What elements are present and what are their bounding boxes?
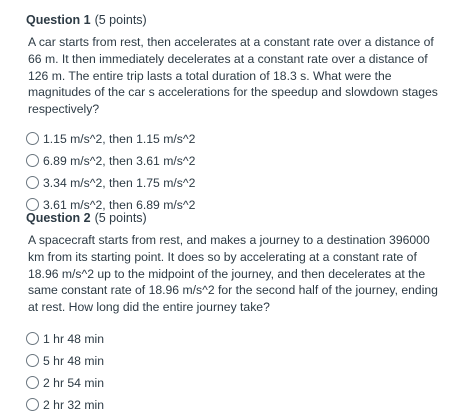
question-points: (5 points)	[94, 211, 147, 225]
answer-label: 1 hr 48 min	[43, 331, 104, 346]
radio-button[interactable]	[26, 132, 39, 145]
answer-option[interactable]	[26, 372, 466, 394]
question-2	[26, 210, 466, 416]
radio-button[interactable]	[26, 398, 39, 411]
answer-option[interactable]	[26, 172, 466, 194]
radio-button[interactable]	[26, 354, 39, 367]
radio-button[interactable]	[26, 376, 39, 389]
question-1	[26, 12, 466, 216]
answer-option[interactable]	[26, 328, 466, 350]
radio-button[interactable]	[26, 176, 39, 189]
question-text: A spacecraft starts from rest, and makes a journey to a destination 396000 km from its starting point. It does so by accelerating at a constant rate of 18.96 m/s^2 up to the midpoint of the journey, and then decelerates at the same constant rate of 18.96 m/s^2 for the second half of the journey, ending at rest. How long did the entire journey take?	[28, 233, 438, 315]
question-title: Question 1	[26, 13, 91, 27]
radio-button[interactable]	[26, 154, 39, 167]
answer-list	[26, 128, 466, 216]
answer-option[interactable]	[26, 394, 466, 416]
answer-option[interactable]	[26, 128, 466, 150]
answer-label: 1.15 m/s^2, then 1.15 m/s^2	[43, 131, 196, 146]
question-header	[26, 210, 466, 226]
answer-label: 2 hr 54 min	[43, 375, 104, 390]
answer-option[interactable]	[26, 150, 466, 172]
answer-list	[26, 328, 466, 416]
answer-label: 2 hr 32 min	[43, 397, 104, 412]
answer-label: 3.34 m/s^2, then 1.75 m/s^2	[43, 175, 196, 190]
question-text: A car starts from rest, then accelerates at a constant rate over a distance of 66 m. It then immediately decelerates at a constant rate over a distance of 126 m. The entire trip lasts a total duration of 18.3 s. What were the magnitudes of the car s accelerations for the speedup and slowdown stages respectively?	[28, 35, 438, 117]
radio-button[interactable]	[26, 332, 39, 345]
answer-label: 3.61 m/s^2, then 6.89 m/s^2	[43, 197, 196, 212]
answer-option[interactable]	[26, 350, 466, 372]
question-header	[26, 12, 466, 28]
question-points: (5 points)	[94, 13, 147, 27]
question-title: Question 2	[26, 211, 91, 225]
answer-label: 6.89 m/s^2, then 3.61 m/s^2	[43, 153, 196, 168]
answer-label: 5 hr 48 min	[43, 353, 104, 368]
